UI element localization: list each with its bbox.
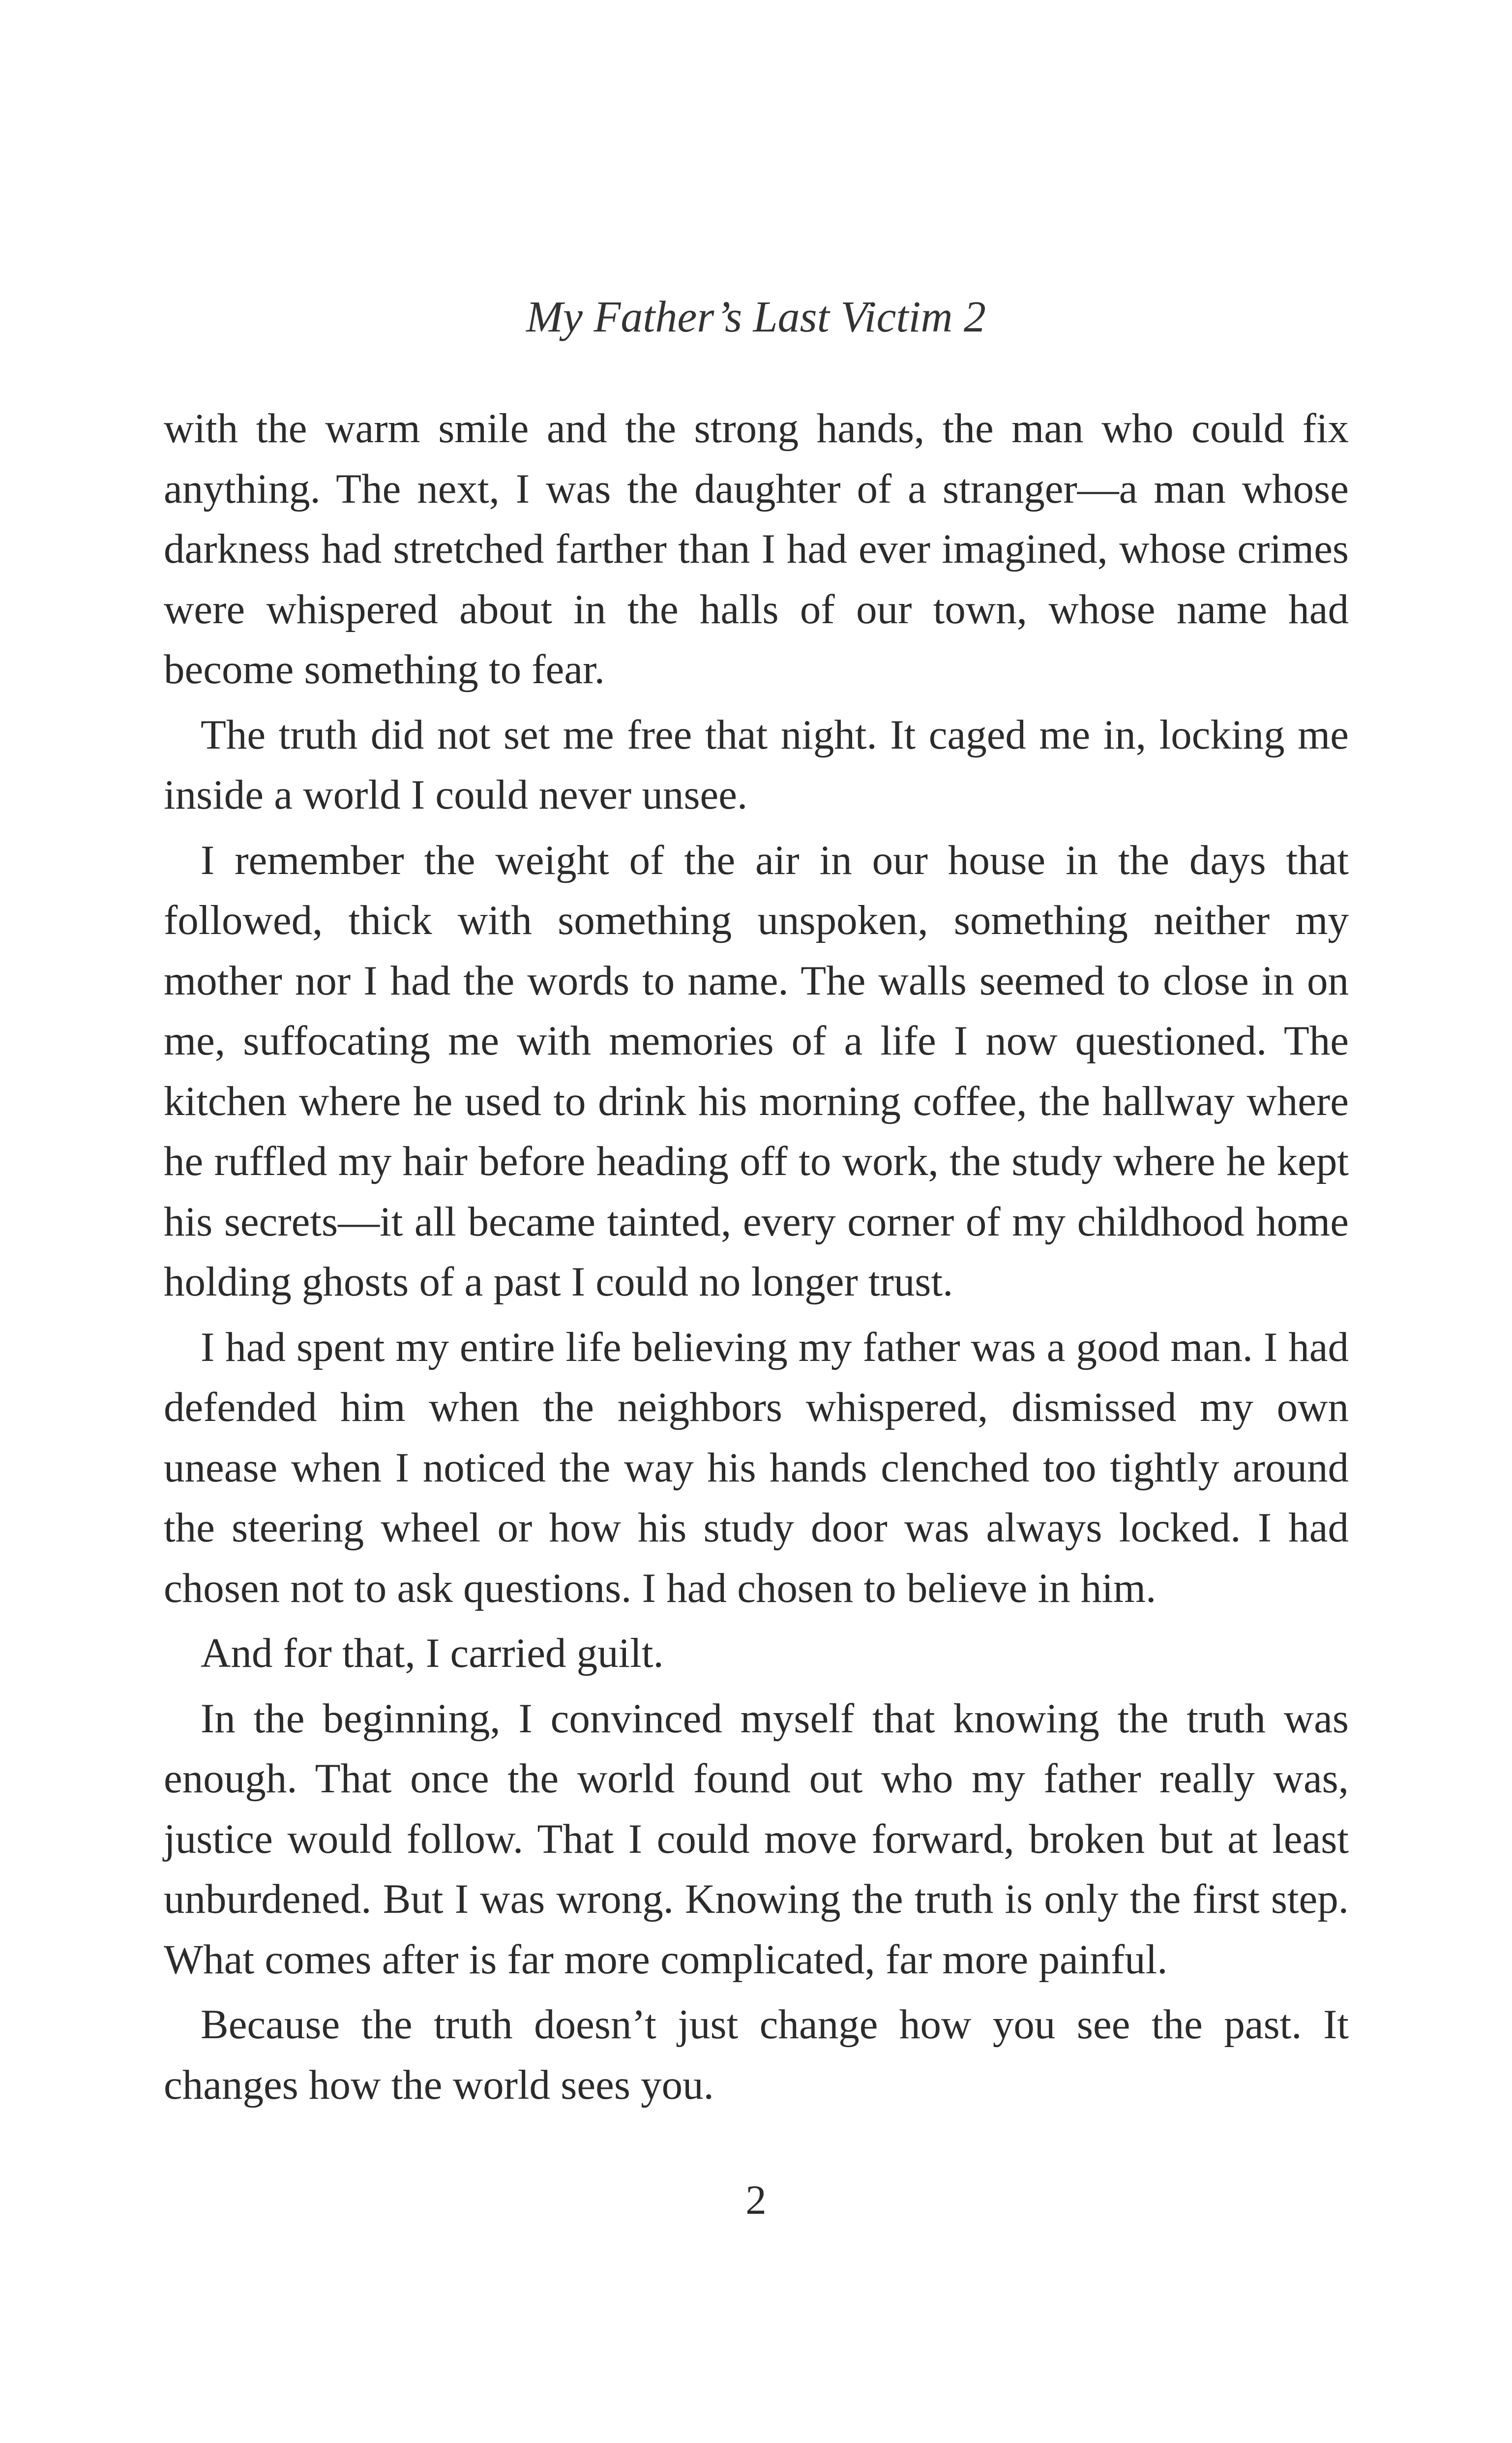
paragraph: In the beginning, I convinced myself that knowing the truth was enough. That once the world found out who my father really was, justice would follow. That I could move forward, broken but at least unburdened. But I was wrong. Knowing the truth is only the first step. What comes after is far more complicated, far more painful. [164,1695,1349,1983]
paragraph: And for that, I carried guilt. [201,1630,664,1676]
paragraph-continued: with the warm smile and the strong hands, the man who could fix anything. The next, I was the daughter of a stranger—a man whose darkness had stretched farther than I had ever imagined, whose crimes were whispered about in the halls of our town, whose name had become something to fear. [164,405,1349,693]
paragraph: I had spent my entire life believing my father was a good man. I had defended him when the neighbors whispered, dismissed my own unease when I noticed the way his hands clenched too tightly around the steering wheel or how his study door was always locked. I had chosen not to ask questions. I had chosen to believe in him. [164,1324,1349,1611]
page-number: 2 [745,2177,767,2223]
paragraph: I remember the weight of the air in our house in the days that followed, thick with something unspoken, something neither my mother nor I had the words to name. The walls seemed to close in on me, suffocating me with memories of a life I now questioned. The kitchen where he used to drink his morning coffee, the hallway where he ruffled my hair before heading off to work, the study where he kept his secrets—it all became tainted, every corner of my childhood home holding ghosts of a past I could no longer trust. [164,837,1349,1305]
body-text [164,398,1349,2120]
paragraph: Because the truth doesn’t just change how you see the past. It changes how the world sees you. [164,2001,1349,2108]
paragraph: The truth did not set me free that night. It caged me in, locking me inside a world I could never unsee. [164,711,1349,818]
running-header: My Father’s Last Victim 2 [526,293,986,341]
